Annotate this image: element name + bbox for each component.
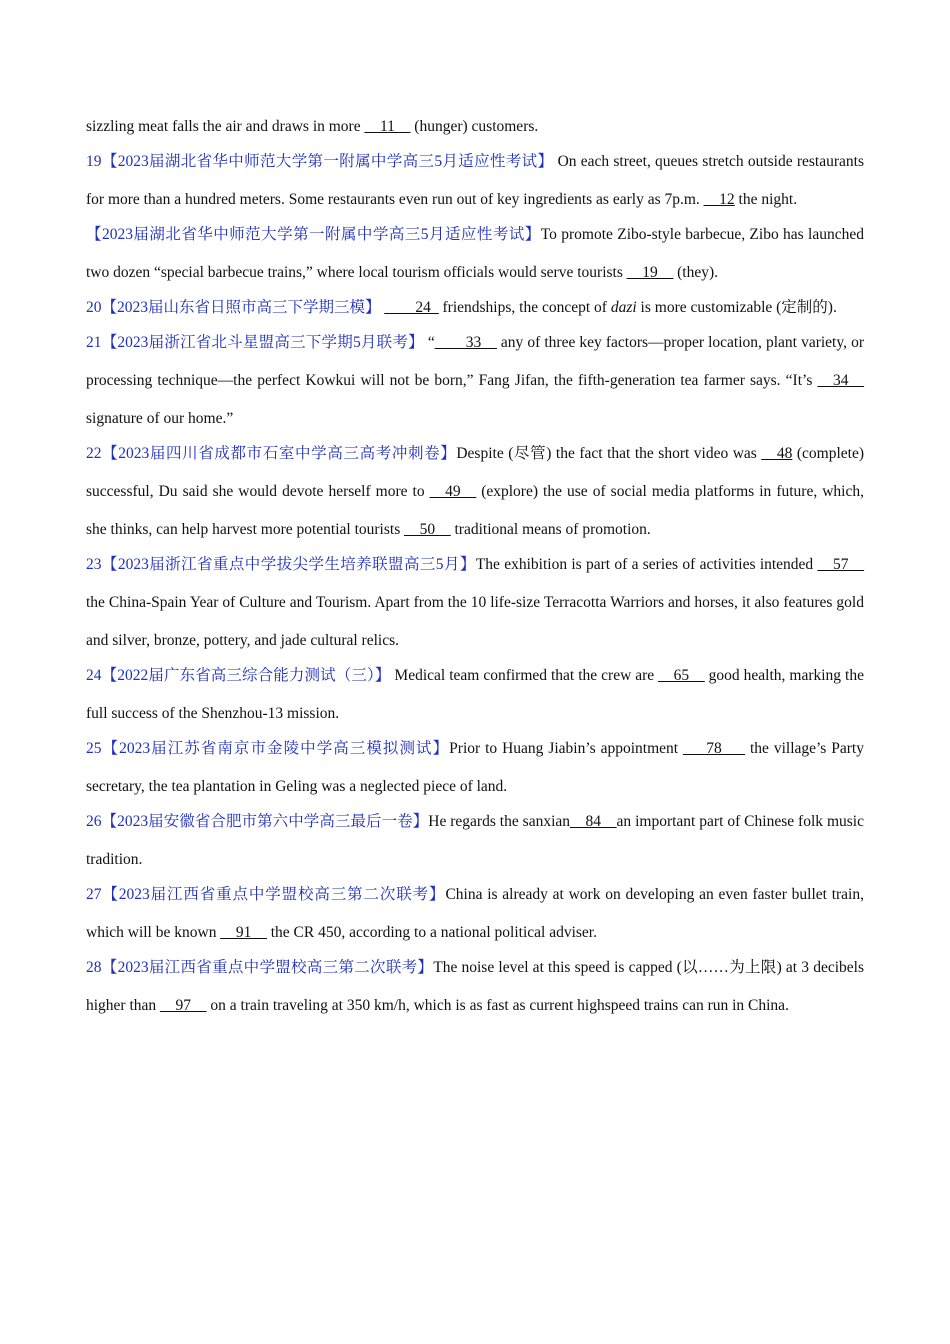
exercise-item	[86, 289, 864, 327]
exercise-item	[86, 324, 864, 438]
question-number: 25	[86, 740, 102, 757]
question-text: sizzling meat falls the air and draws in more	[86, 118, 365, 135]
exercise-item	[86, 803, 864, 879]
exam-source: 【2023届浙江省北斗星盟高三下学期5月联考】	[101, 334, 424, 351]
exercise-list	[86, 108, 864, 1025]
answer-blank[interactable]: __91__	[220, 924, 267, 941]
answer-blank[interactable]: ___78___	[683, 740, 746, 757]
question-text: He regards the sanxian	[428, 813, 571, 830]
source-label	[86, 959, 433, 976]
source-label	[86, 153, 553, 170]
answer-blank[interactable]: __50__	[404, 521, 451, 538]
exercise-item	[86, 657, 864, 733]
question-number: 24	[86, 667, 102, 684]
question-text: any of three key factors—proper location, plant variety, or processing technique—the perfect Kowkui will not be born,” Fang Jifan, the fifth-generation tea farmer says. “It’s	[86, 334, 864, 389]
question-text: “	[423, 334, 435, 351]
question-number: 22	[86, 445, 102, 462]
exam-source: 【2023届浙江省重点中学拔尖学生培养联盟高三5月】	[101, 556, 476, 573]
exercise-item	[86, 949, 864, 1025]
answer-blank[interactable]: __34__	[817, 372, 864, 389]
answer-blank[interactable]: __97__	[160, 997, 207, 1014]
answer-blank[interactable]: __19__	[626, 264, 674, 281]
answer-blank[interactable]: __12	[703, 191, 735, 208]
exercise-item	[86, 108, 864, 146]
source-label	[86, 556, 476, 573]
source-label	[86, 299, 381, 316]
source-label	[86, 445, 456, 462]
answer-blank[interactable]: ____24_	[384, 299, 439, 316]
source-label	[86, 813, 428, 830]
question-text: The exhibition is part of a series of activities intended	[475, 556, 818, 573]
question-text: (complete) successful, Du said she would devote herself more to	[86, 445, 864, 500]
question-text: signature of our home.”	[86, 410, 234, 427]
question-text: Despite (尽管) the fact that the short video was	[456, 445, 762, 462]
exam-source: 【2023届山东省日照市高三下学期三模】	[101, 299, 381, 316]
question-text: China is already at work on developing an even faster bullet train, which will be known	[86, 886, 864, 941]
source-label	[86, 334, 424, 351]
answer-blank[interactable]: __65__	[658, 667, 705, 684]
exercise-item	[86, 876, 864, 952]
italic-term: dazi	[610, 299, 637, 316]
question-text: the village’s Party secretary, the tea plantation in Geling was a neglected piece of land.	[86, 740, 864, 795]
question-text: friendships, the concept of	[438, 299, 611, 316]
answer-blank[interactable]: __48	[761, 445, 793, 462]
question-text: on a train traveling at 350 km/h, which is as fast as current highspeed trains can run in China.	[206, 997, 789, 1014]
answer-blank[interactable]: __11__	[364, 118, 411, 135]
exercise-item	[86, 143, 864, 219]
question-text: To promote Zibo-style barbecue, Zibo has launched two dozen “special barbecue trains,” where local tourism officials would serve tourists	[86, 226, 864, 281]
exam-source: 【2023届湖北省华中师范大学第一附属中学高三5月适应性考试】	[86, 226, 541, 243]
question-text: The noise level at this speed is capped (以……为上限) at 3 decibels higher than	[86, 959, 864, 1014]
question-number: 20	[86, 299, 102, 316]
question-text: (they).	[673, 264, 719, 281]
answer-blank[interactable]: ____33__	[434, 334, 497, 351]
question-number: 28	[86, 959, 102, 976]
exam-source: 【2023届安徽省合肥市第六中学高三最后一卷】	[101, 813, 429, 830]
exercise-item	[86, 216, 864, 292]
question-text: Prior to Huang Jiabin’s appointment	[449, 740, 684, 757]
question-number: 23	[86, 556, 102, 573]
source-label	[86, 226, 541, 243]
question-number: 26	[86, 813, 102, 830]
source-label	[86, 740, 449, 757]
question-text: an important part of Chinese folk music tradition.	[86, 813, 864, 868]
question-number: 27	[86, 886, 102, 903]
source-label	[86, 667, 390, 684]
question-text: the night.	[734, 191, 798, 208]
exam-source: 【2023届江西省重点中学盟校高三第二次联考】	[101, 959, 434, 976]
question-text: (explore) the use of social media platforms in future, which, she thinks, can help harvest more potential tourists	[86, 483, 864, 538]
exam-source: 【2022届广东省高三综合能力测试（三）】	[101, 667, 391, 684]
question-text: good health, marking the full success of the Shenzhou-13 mission.	[86, 667, 864, 722]
answer-blank[interactable]: __84__	[570, 813, 617, 830]
exam-source: 【2023届四川省成都市石室中学高三高考冲刺卷】	[101, 445, 457, 462]
source-label	[86, 886, 445, 903]
question-text: (hunger) customers.	[410, 118, 539, 135]
question-text: the China-Spain Year of Culture and Tourism. Apart from the 10 life-size Terracotta Warriors and horses, it also features gold and silver, bronze, pottery, and jade cultural relics.	[86, 594, 864, 649]
question-text: On each street, queues stretch outside restaurants for more than a hundred meters. Some restaurants even run out of key ingredients as early as 7p.m.	[86, 153, 864, 208]
exam-source: 【2023届江西省重点中学盟校高三第二次联考】	[101, 886, 446, 903]
exercise-item	[86, 730, 864, 806]
question-number: 19	[86, 153, 102, 170]
question-text: traditional means of promotion.	[450, 521, 651, 538]
answer-blank[interactable]: __57__	[817, 556, 864, 573]
question-text: Medical team confirmed that the crew are	[390, 667, 659, 684]
question-text: the CR 450, according to a national political adviser.	[266, 924, 597, 941]
exercise-item	[86, 546, 864, 660]
exam-source: 【2023届湖北省华中师范大学第一附属中学高三5月适应性考试】	[101, 153, 554, 170]
question-number: 21	[86, 334, 102, 351]
question-text: is more customizable (定制的).	[636, 299, 837, 316]
exercise-item	[86, 435, 864, 549]
answer-blank[interactable]: __49__	[429, 483, 477, 500]
exam-source: 【2023届江苏省南京市金陵中学高三模拟测试】	[101, 740, 450, 757]
